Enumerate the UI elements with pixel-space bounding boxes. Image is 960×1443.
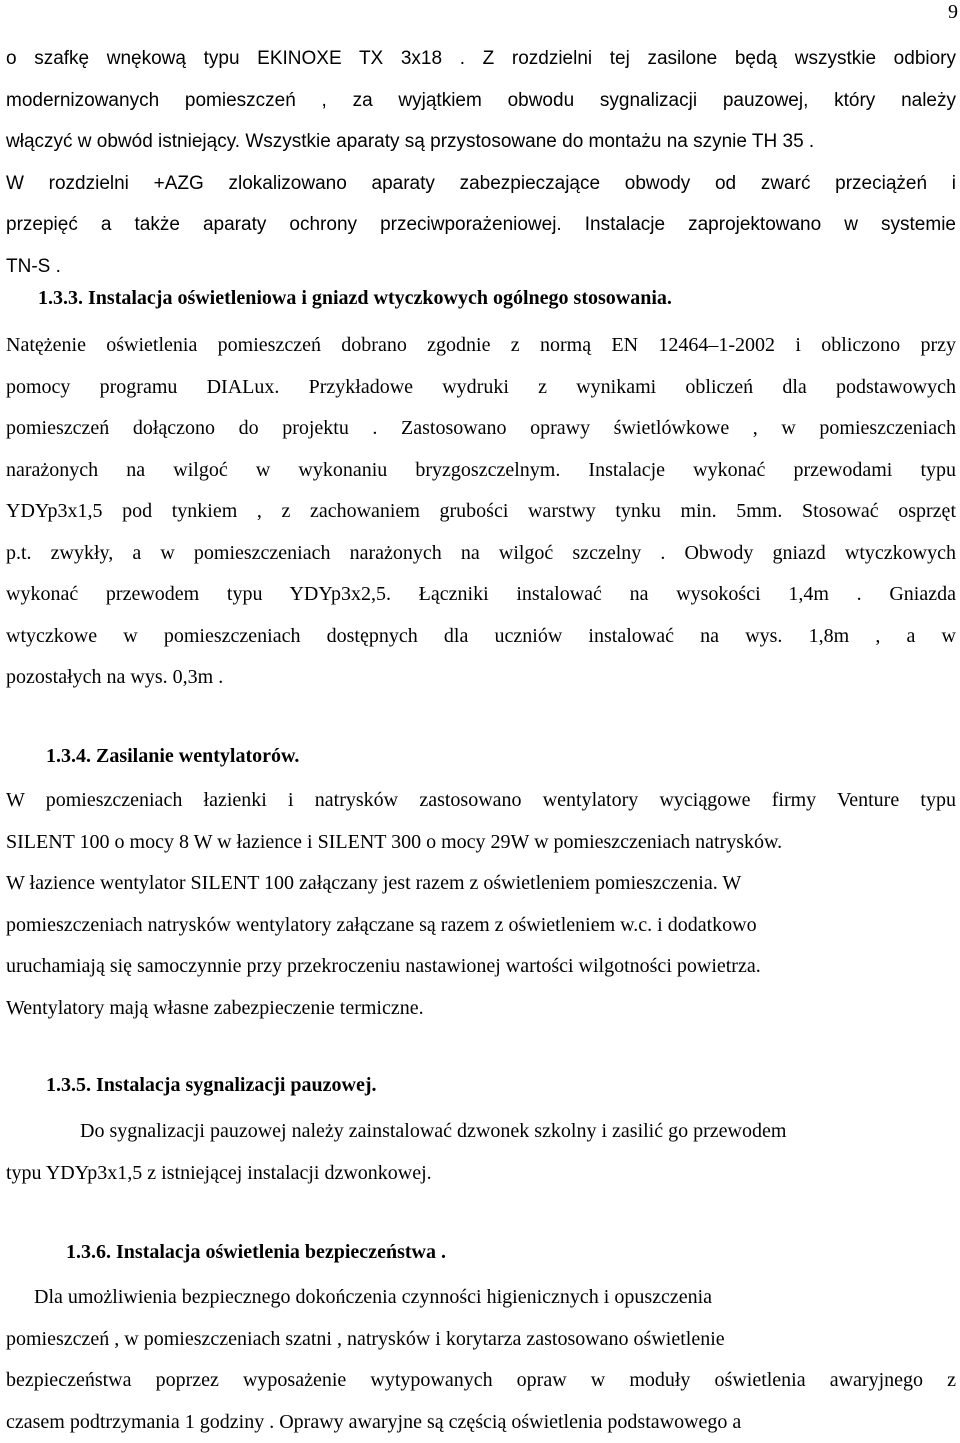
text-line: czasem podtrzymania 1 godziny . Oprawy awaryjne są częścią oświetlenia podstawowego a	[6, 1402, 956, 1443]
text-line: Natężenie oświetlenia pomieszczeń dobrano zgodnie z normą EN 12464–1-2002 i obliczono przy	[6, 325, 956, 367]
text-line: pomieszczeń , w pomieszczeniach szatni , natrysków i korytarza zastosowano oświetlenie	[6, 1319, 956, 1361]
section-1-3-3-paragraph	[6, 325, 956, 699]
text-line: pomocy programu DIALux. Przykładowe wydruki z wynikami obliczeń dla podstawowych	[6, 367, 956, 409]
section-heading-1-3-5: 1.3.5. Instalacja sygnalizacji pauzowej.	[46, 1073, 377, 1097]
text-line: pozostałych na wys. 0,3m .	[6, 657, 956, 699]
page-number: 9	[948, 0, 958, 24]
text-line: przepięć a także aparaty ochrony przeciwporażeniowej. Instalacje zaprojektowano w systemie	[6, 204, 956, 246]
section-1-3-5-paragraph	[6, 1110, 956, 1194]
text-line: Wentylatory mają własne zabezpieczenie termiczne.	[6, 988, 956, 1030]
text-line: pomieszczeniach natrysków wentylatory załączane są razem z oświetleniem w.c. i dodatkowo	[6, 905, 956, 947]
text-line: W pomieszczeniach łazienki i natrysków zastosowano wentylatory wyciągowe firmy Venture typu	[6, 780, 956, 822]
text-line: uruchamiają się samoczynnie przy przekroczeniu nastawionej wartości wilgotności powietrza.	[6, 946, 956, 988]
text-line: W łazience wentylator SILENT 100 załączany jest razem z oświetleniem pomieszczenia. W	[6, 863, 956, 905]
text-line: Do sygnalizacji pauzowej należy zainstalować dzwonek szkolny i zasilić go przewodem	[6, 1110, 956, 1152]
text-line: SILENT 100 o mocy 8 W w łazience i SILENT 300 o mocy 29W w pomieszczeniach natrysków.	[6, 822, 956, 864]
text-line: W rozdzielni +AZG zlokalizowano aparaty zabezpieczające obwody od zwarć przeciążeń i	[6, 163, 956, 205]
text-line: wtyczkowe w pomieszczeniach dostępnych dla uczniów instalować na wys. 1,8m , a w	[6, 616, 956, 658]
text-line: wykonać przewodem typu YDYp3x2,5. Łączniki instalować na wysokości 1,4m . Gniazda	[6, 574, 956, 616]
text-line: YDYp3x1,5 pod tynkiem , z zachowaniem grubości warstwy tynku min. 5mm. Stosować osprzęt	[6, 491, 956, 533]
text-line: typu YDYp3x1,5 z istniejącej instalacji dzwonkowej.	[6, 1152, 956, 1194]
section-1-3-6-paragraph	[6, 1277, 956, 1443]
text-line: włączyć w obwód istniejący. Wszystkie aparaty są przystosowane do montażu na szynie TH 35 .	[6, 121, 956, 163]
section-heading-1-3-4: 1.3.4. Zasilanie wentylatorów.	[46, 744, 299, 768]
intro-paragraph	[6, 38, 956, 288]
text-line: Dla umożliwienia bezpiecznego dokończenia czynności higienicznych i opuszczenia	[6, 1277, 956, 1319]
section-heading-1-3-6: 1.3.6. Instalacja oświetlenia bezpieczeństwa .	[66, 1240, 446, 1264]
section-heading-1-3-3: 1.3.3. Instalacja oświetleniowa i gniazd wtyczkowych ogólnego stosowania.	[38, 286, 672, 310]
text-line: bezpieczeństwa poprzez wyposażenie wytypowanych opraw w moduły oświetlenia awaryjnego z	[6, 1360, 956, 1402]
text-line: TN-S .	[6, 246, 956, 288]
text-line: p.t. zwykły, a w pomieszczeniach narażonych na wilgoć szczelny . Obwody gniazd wtyczkowych	[6, 533, 956, 575]
text-line: o szafkę wnękową typu EKINOXE TX 3x18 . Z rozdzielni tej zasilone będą wszystkie odbiory	[6, 38, 956, 80]
text-line: narażonych na wilgoć w wykonaniu bryzgoszczelnym. Instalacje wykonać przewodami typu	[6, 450, 956, 492]
section-1-3-4-paragraph	[6, 780, 956, 1029]
text-line: modernizowanych pomieszczeń , za wyjątkiem obwodu sygnalizacji pauzowej, który należy	[6, 80, 956, 122]
text-line: pomieszczeń dołączono do projektu . Zastosowano oprawy świetlówkowe , w pomieszczeniach	[6, 408, 956, 450]
